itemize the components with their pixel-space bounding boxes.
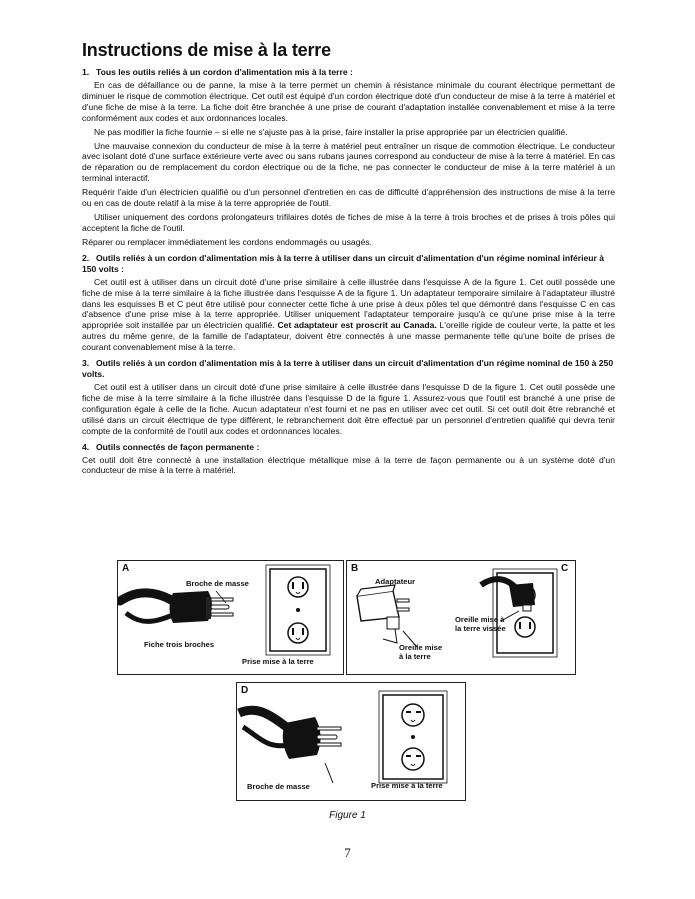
section-1-paragraph: En cas de défaillance ou de panne, la mise à la terre permet un chemin à résistance minimale du courant électrique permettant de diminuer le risque de commotion électrique. Cet outil est équipé d'un cordon électrique doté d'un conducteur de mise à la terre à matériel et d'une fiche de mise à la terre. La fiche doit être branchée à une prise de courant d'adaptation installée convenablement et mise à la terre conformément aux codes et aux ordonnances locales. — [82, 80, 615, 123]
adapter-label: Adaptateur — [375, 577, 416, 586]
document-page — [82, 40, 615, 479]
grounded-outlet-label: Prise mise à la terre — [242, 657, 314, 666]
grounding-ear-label: Oreille mise à la terre — [399, 643, 443, 661]
figure-caption: Figure 1 — [329, 810, 366, 821]
section-1-paragraph: Requérir l'aide d'un électricien qualifié ou d'un personnel d'entretien en cas de difficulté d'appréhension des instructions de mise à la terre ou en cas de doute relatif à la mise à la terre appropriée de l'outil. — [82, 187, 615, 209]
panel-a-letter: A — [122, 563, 130, 574]
section-1-paragraph: Une mauvaise connexion du conducteur de mise à la terre à matériel peut entraîner un risque de commotion électrique. Le conducteur avec isolant doté d'une surface extérieure verte avec ou sans rubans jaunes correspond au conducteur de mise à la terre à matériel. En cas de réparation ou de remplacement du cordon électrique ou de la fiche, ne pas connecter le conducteur de mise à la terre matériel à un terminal interactif. — [82, 140, 615, 184]
section-1-heading: 1. Tous les outils reliés à un cordon d'alimentation mis à la terre : — [82, 67, 353, 77]
panel-d-letter: D — [241, 685, 249, 696]
section-1-paragraph: Ne pas modifier la fiche fournie – si elle ne s'ajuste pas à la prise, faire installer la prise appropriée par un électricien qualifié. — [94, 126, 568, 137]
section-2-heading: 2. Outils reliés à un cordon d'alimentation mis à la terre à utiliser dans un circuit d'alimentation d'un régime nominal inférieur à 150 volts : — [82, 252, 605, 274]
panel-b-letter: B — [351, 563, 359, 574]
figure-panel-bc — [346, 560, 576, 675]
section-4-paragraph: Cet outil doit être connecté à une installation électrique métallique mise à la terre de façon permanente ou à un système doté d'un conducteur de mise à la terre à matériel. — [82, 454, 615, 476]
ground-prong-label: Broche de masse — [186, 579, 249, 588]
panel-c-letter: C — [561, 563, 569, 574]
figure-panel-a — [117, 560, 344, 675]
page-title: Instructions de mise à la terre — [82, 40, 331, 60]
three-prong-plug-label: Fiche trois broches — [144, 640, 215, 649]
screwed-grounding-ear-label: Oreille mise à la terre vissée — [455, 615, 506, 633]
ground-prong-label: Broche de masse — [247, 782, 310, 791]
section-1-paragraph: Utiliser uniquement des cordons prolongateurs trifilaires dotés de fiches de mise à la terre à trois broches et de prises à trois pôles qui acceptent la fiche de l'outil. — [82, 211, 615, 233]
section-2-paragraph: Cet outil est à utiliser dans un circuit doté d'une prise similaire à celle illustrée dans l'esquisse A de la figure 1. Cet outil possède une fiche de mise à la terre similaire à la fiche illustrée dans l'esquisse A de la figure 1. Un adaptateur temporaire similaire à l'adaptateur illustré dans les esquisses B et C peut être utilisé pour connecter cette fiche à une prise à deux pôles tel que démontré dans l'esquisse C en cas d'absence d'une prise mise à la terre appropriée. Utiliser uniquement l'adaptateur temporaire jusqu'à ce qu'une prise mise à la terre appropriée soit installée par un électricien qualifié. Cet adaptateur est proscrit au Canada. L'oreille rigide de couleur verte, la patte et les autres du même genre, de la famille de l'adaptateur, doivent être connectés à une masse permanente telle qu'une boite de prises de courant convenablement mise à la terre. — [82, 276, 615, 353]
figure-panel-d — [236, 682, 466, 801]
grounded-outlet-label: Prise mise à la terre — [371, 781, 443, 790]
section-4-heading: 4. Outils connectés de façon permanente : — [82, 441, 260, 452]
section-3-paragraph: Cet outil est à utiliser dans un circuit doté d'une prise similaire à celle illustrée dans l'esquisse D de la figure 1. Cet outil possède une fiche de mise à la terre similaire à la fiche illustrée dans l'esquisse D de la figure 1. Assurez-vous que l'outil est branché à une prise de configuration égale à celle de la fiche. Aucun adaptateur n'est fourni et ne pas en utiliser avec cet outil. Si cet outil doit être rebranché et utilisé dans un circuit électrique de type différent, le rebranchement doit être effectué par un personnel d'entretien qualifié qui devra tenir compte de la conformité de l'outil aux codes et ordonnances locales. — [82, 382, 615, 436]
canada-warning: Cet adaptateur est proscrit au Canada. — [277, 320, 437, 331]
section-1-paragraph: Réparer ou remplacer immédiatement les cordons endommagés ou usagés. — [82, 236, 372, 247]
page-number: 7 — [344, 845, 351, 860]
section-3-heading: 3. Outils reliés à un cordon d'alimentation mis à la terre à utiliser dans un circuit d'alimentation d'un régime nominal de 150 à 250 volts. — [82, 358, 614, 380]
